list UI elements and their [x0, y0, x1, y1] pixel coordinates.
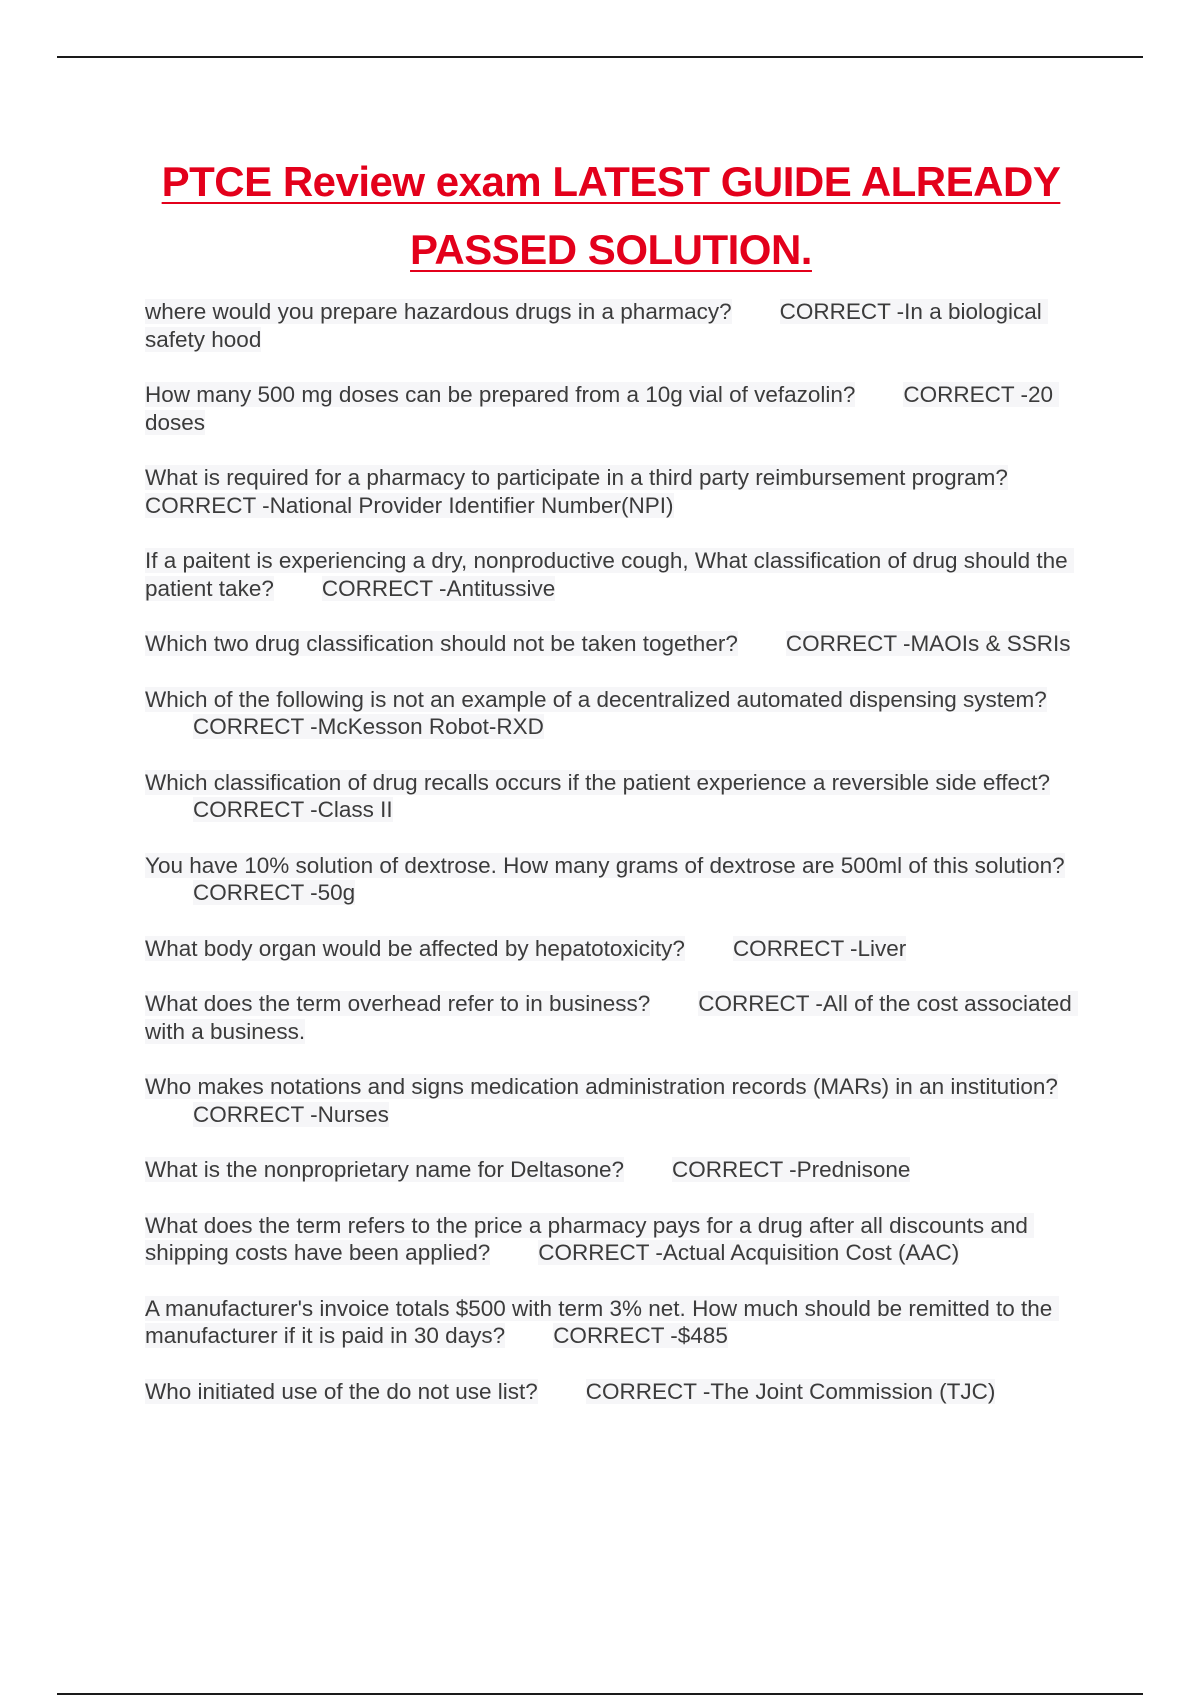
qa-item [145, 1073, 1085, 1128]
answer-text: CORRECT -MAOIs & SSRIs [785, 631, 1071, 656]
qa-item [145, 547, 1085, 602]
question-text: A manufacturer's invoice totals $500 with term 3% net. How much should be remitted to the manufacturer if it is paid in 30 days? [145, 1295, 1059, 1348]
title-line-1: PTCE Review exam LATEST GUIDE ALREADY [161, 158, 1061, 205]
question-text: Who makes notations and signs medication administration records (MARs) in an institution? [145, 1074, 1058, 1099]
answer-text: CORRECT -Nurses [193, 1101, 389, 1127]
answer-text: CORRECT -The Joint Commission (TJC) [585, 1378, 996, 1404]
question-text: You have 10% solution of dextrose. How many grams of dextrose are 500ml of this solution? [145, 852, 1065, 878]
question-text: If a paitent is experiencing a dry, nonproductive cough, What classification of drug should the patient take? [145, 548, 1074, 601]
answer-text: CORRECT -Actual Acquisition Cost (AAC) [538, 1240, 960, 1265]
answer-text: CORRECT -$485 [553, 1323, 728, 1348]
question-text: What does the term overhead refer to in business? [145, 991, 651, 1016]
qa-item [145, 769, 1085, 824]
answer-text: CORRECT -50g [193, 880, 356, 905]
document-title [140, 148, 1082, 284]
answer-text: CORRECT -In a biological safety hood [145, 299, 1049, 352]
qa-item [145, 1156, 1085, 1184]
question-text: What body organ would be affected by hepatotoxicity? [145, 935, 685, 961]
question-text: How many 500 mg doses can be prepared from a 10g vial of vefazolin? [145, 382, 856, 407]
answer-text: CORRECT -All of the cost associated with a business. [145, 991, 1079, 1044]
qa-item [145, 298, 1085, 353]
qa-item [145, 935, 1085, 963]
qa-item [145, 381, 1085, 436]
answer-text: CORRECT -McKesson Robot-RXD [193, 714, 544, 739]
question-text: What does the term refers to the price a pharmacy pays for a drug after all discounts and shipping costs have been applied? [145, 1212, 1035, 1265]
header-rule [57, 56, 1143, 58]
qa-item [145, 686, 1085, 741]
question-text: Which of the following is not an example of a decentralized automated dispensing system? [145, 686, 1047, 712]
qa-item [145, 852, 1085, 907]
question-text: Which two drug classification should not be taken together? [145, 631, 738, 656]
qa-item [145, 1295, 1085, 1350]
qa-item [145, 1212, 1085, 1267]
title-line-2: PASSED SOLUTION. [410, 226, 812, 273]
answer-text: CORRECT -Class II [193, 797, 393, 822]
answer-text: CORRECT -20 doses [145, 382, 1060, 435]
qa-item [145, 1378, 1085, 1406]
question-text: What is the nonproprietary name for Deltasone? [145, 1157, 625, 1182]
question-text: Who initiated use of the do not use list? [145, 1378, 538, 1404]
footer-rule [57, 1693, 1143, 1695]
answer-text: CORRECT -Antitussive [321, 575, 556, 601]
answer-text: CORRECT -Liver [732, 935, 907, 961]
answer-text: CORRECT -National Provider Identifier Number(NPI) [145, 492, 674, 518]
answer-text: CORRECT -Prednisone [672, 1157, 911, 1182]
qa-item [145, 630, 1085, 658]
question-answer-list [145, 298, 1085, 1433]
question-text: What is required for a pharmacy to participate in a third party reimbursement program? [145, 465, 1008, 490]
qa-item [145, 464, 1085, 519]
question-text: Which classification of drug recalls occurs if the patient experience a reversible side effect? [145, 769, 1051, 795]
question-text: where would you prepare hazardous drugs in a pharmacy? [145, 299, 732, 324]
qa-item [145, 990, 1085, 1045]
